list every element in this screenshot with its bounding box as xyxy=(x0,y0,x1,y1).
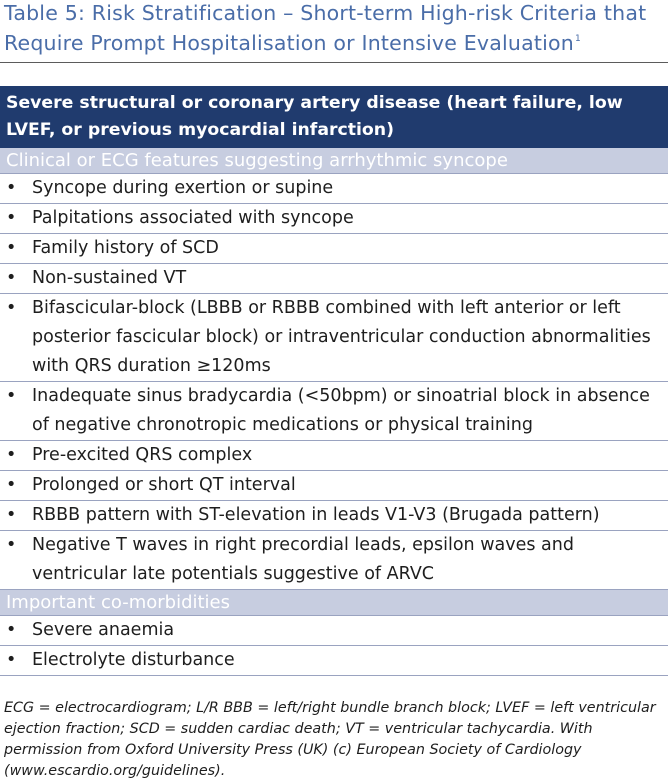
list-item xyxy=(0,204,668,234)
bullet-icon: • xyxy=(6,178,17,198)
bullet-icon: • xyxy=(6,620,17,640)
section-heading-arrhythmic: Clinical or ECG features suggesting arrhythmic syncope xyxy=(0,148,668,174)
bullet-icon: • xyxy=(6,505,17,525)
list-item-text: Family history of SCD xyxy=(32,238,219,258)
list-item-text: Electrolyte disturbance xyxy=(32,650,235,670)
list-item-text: Inadequate sinus bradycardia (<50bpm) or sinoatrial block in absence of negative chronotropic medications or physical training xyxy=(32,386,650,435)
bullet-icon: • xyxy=(6,650,17,670)
list-item xyxy=(0,646,668,675)
list-item-text: Prolonged or short QT interval xyxy=(32,475,296,495)
title-reference: 1 xyxy=(574,34,581,44)
bullet-icon: • xyxy=(6,445,17,465)
list-item xyxy=(0,264,668,294)
bullet-icon: • xyxy=(6,475,17,495)
bullet-icon: • xyxy=(6,298,17,318)
bullet-icon: • xyxy=(6,386,17,406)
list-item xyxy=(0,531,668,590)
footnote: ECG = electrocardiogram; L/R BBB = left/right bundle branch block; LVEF = left ventricular ejection fraction; SCD = sudden cardiac death; VT = ventricular tachycardia. With permission from Oxford University Press (UK) (c) European Society of Cardiology (www.escardio.org/guidelines). xyxy=(4,700,656,779)
section-heading-comorbidities: Important co-morbidities xyxy=(0,590,668,616)
table-header: Severe structural or coronary artery disease (heart failure, low LVEF, or previous myocardial infarction) xyxy=(0,86,668,148)
list-item-text: Negative T waves in right precordial leads, epsilon waves and ventricular late potentials suggestive of ARVC xyxy=(32,535,574,584)
list-item-text: Bifascicular-block (LBBB or RBBB combined with left anterior or left posterior fascicular block) or intraventricular conduction abnormalities with QRS duration ≥120ms xyxy=(32,298,651,376)
table-title xyxy=(4,0,671,56)
list-item xyxy=(0,616,668,646)
title-divider xyxy=(0,62,668,63)
bullet-icon: • xyxy=(6,238,17,258)
list-item xyxy=(0,294,668,382)
bullet-icon: • xyxy=(6,208,17,228)
list-item xyxy=(0,471,668,501)
risk-table xyxy=(0,86,668,676)
list-item-text: Pre-excited QRS complex xyxy=(32,445,253,465)
table-title-text: Table 5: Risk Stratification – Short-term High-risk Criteria that Require Prompt Hospitalisation or Intensive Evaluation xyxy=(4,1,647,55)
bullet-icon: • xyxy=(6,268,17,288)
bullet-icon: • xyxy=(6,535,17,555)
list-item xyxy=(0,234,668,264)
list-item xyxy=(0,501,668,531)
list-item xyxy=(0,382,668,441)
list-item-text: Syncope during exertion or supine xyxy=(32,178,334,198)
list-item-text: Non-sustained VT xyxy=(32,268,187,288)
list-item xyxy=(0,174,668,204)
list-item-text: Severe anaemia xyxy=(32,620,175,640)
list-item xyxy=(0,441,668,471)
list-item-text: RBBB pattern with ST-elevation in leads V1-V3 (Brugada pattern) xyxy=(32,505,600,525)
list-item-text: Palpitations associated with syncope xyxy=(32,208,354,228)
